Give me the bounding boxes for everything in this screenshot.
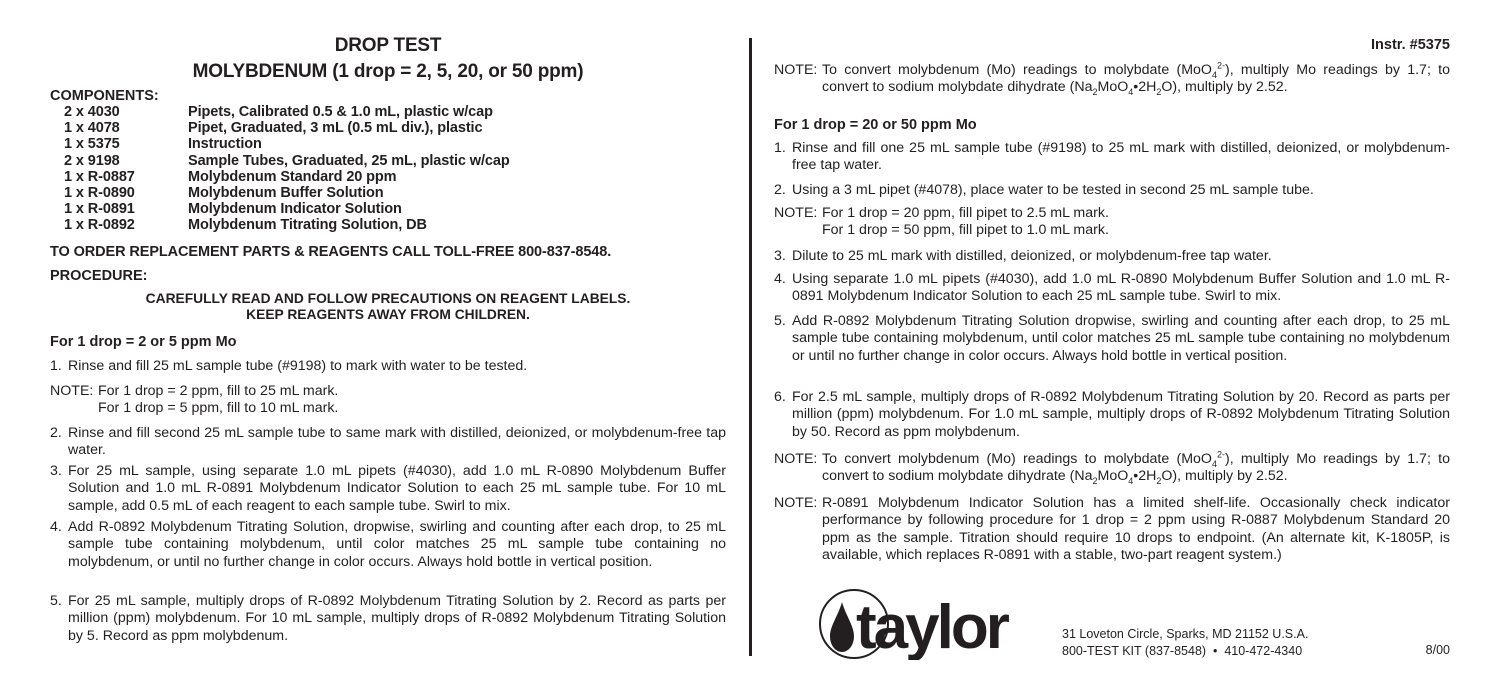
component-desc: Pipet, Graduated, 3 mL (0.5 mL div.), plastic: [188, 120, 483, 137]
component-item: [64, 217, 510, 233]
note-line-1: For 1 drop = 20 ppm, fill pipet to 2.5 mL mark.: [822, 205, 1109, 221]
step-text: Rinse and fill second 25 mL sample tube to same mark with distilled, deionized, or molybdenum-free tap water.: [68, 425, 726, 459]
component-qty: 1 x R-0887: [64, 168, 135, 185]
high-range-heading: For 1 drop = 20 or 50 ppm Mo: [774, 117, 977, 133]
step-text: Add R-0892 Molybdenum Titrating Solution, dropwise, swirling and counting after each drop, to 25 mL sample tube containing molybdenum, until color matches 25 mL sample tube containing no molybdenum, or until no further change in color occurs. Always hold bottle in vertical position.: [68, 519, 726, 570]
high-note-1: [774, 205, 1450, 240]
component-desc: Pipets, Calibrated 0.5 & 1.0 mL, plastic w/cap: [188, 104, 493, 120]
high-step-2: [774, 182, 1450, 199]
component-item: [64, 153, 510, 169]
document-subtitle: MOLYBDENUM (1 drop = 2, 5, 20, or 50 ppm): [192, 61, 584, 82]
component-desc: Molybdenum Standard 20 ppm: [188, 168, 397, 185]
step-number: 4.: [50, 519, 62, 535]
high-step-4: [774, 271, 1450, 306]
note-line-2: For 1 drop = 50 ppm, fill pipet to 1.0 mL mark.: [822, 222, 1109, 239]
component-desc: Sample Tubes, Graduated, 25 mL, plastic w/cap: [188, 152, 510, 169]
step-text: For 2.5 mL sample, multiply drops of R-0892 Molybdenum Titrating Solution by 20. Record as parts per million (ppm) molybdenum. For 1.0 mL sample, multiply drops of R-0892 Molybdenum Titrating Solution by 50. Record as ppm molybdenum.: [792, 389, 1450, 440]
note-text: R-0891 Molybdenum Indicator Solution has a limited shelf-life. Occasionally check indicator performance by following procedure for 1 drop = 2 ppm using R-0887 Molybdenum Standard 20 ppm as the sample. Titration should require 10 drops to endpoint. (An alternate kit, K-1805P, is available, which replaces R-0891 with a stable, two-part reagent system.): [822, 495, 1450, 563]
step-text: For 25 mL sample, multiply drops of R-0892 Molybdenum Titrating Solution by 2. Record as parts per million (ppm) molybdenum. For 10 mL sample, multiply drops of R-0892 Molybdenum Titrating Solution by 5. Record as ppm molybdenum.: [68, 593, 726, 644]
high-step-1: [774, 140, 1450, 175]
step-text: Add R-0892 Molybdenum Titrating Solution dropwise, swirling and counting after each drop, to 25 mL sample tube containing molybdenum, until color matches 25 mL sample tube containing no molybdenum or until no further change in color occurs. Always hold bottle in vertical position.: [792, 313, 1450, 364]
document-title: DROP TEST: [334, 35, 442, 56]
address-line-1: 31 Loveton Circle, Sparks, MD 21152 U.S.A.: [1062, 627, 1309, 641]
step-number: 4.: [774, 271, 786, 287]
conversion-note-bottom: [774, 451, 1450, 486]
low-range-heading: For 1 drop = 2 or 5 ppm Mo: [50, 334, 237, 350]
component-item: [64, 120, 510, 136]
note-text: To convert molybdenum (Mo) readings to molybdate (MoO$_4^{2-}$), multiply Mo readings by 1.7; to convert to sodium molybdate dihydrate $(Na_2MoO_4•2H_2O)$, multiply by 2.52.: [822, 60, 1450, 98]
component-qty: 1 x R-0890: [64, 185, 135, 202]
step-text: Using separate 1.0 mL pipets (#4030), add 1.0 mL R-0890 Molybdenum Buffer Solution and 1.0 mL R-0891 Molybdenum Indicator Solution to each 25 mL sample tube. Swirl to mix.: [792, 271, 1450, 305]
component-item: [64, 136, 510, 152]
note-label: NOTE:: [50, 383, 94, 399]
step-text: For 25 mL sample, using separate 1.0 mL pipets (#4030), add 1.0 mL R-0890 Molybdenum Buffer Solution and 1.0 mL R-0891 Molybdenum Indicator Solution to each 25 mL sample tube. For 10 mL sample, add 0.5 mL of each reagent to each sample tube. Swirl to mix.: [68, 463, 726, 514]
step-text: Using a 3 mL pipet (#4078), place water to be tested in second 25 mL sample tube.: [792, 182, 1314, 198]
step-number: 1.: [774, 140, 786, 156]
component-desc: Instruction: [188, 136, 262, 153]
component-qty: 1 x R-0891: [64, 201, 135, 218]
step-number: 3.: [50, 463, 62, 479]
warning-line-2: KEEP REAGENTS AWAY FROM CHILDREN.: [246, 307, 530, 322]
procedure-heading: PROCEDURE:: [50, 268, 148, 284]
shelf-life-note: [774, 495, 1450, 564]
low-note-1: [50, 383, 726, 418]
high-step-3: [774, 248, 1450, 265]
component-qty: 2 x 9198: [64, 152, 120, 169]
component-qty: 1 x R-0892: [64, 217, 135, 234]
components-list: [64, 104, 510, 234]
component-qty: 1 x 5375: [64, 136, 120, 153]
warning-line-1: CAREFULLY READ AND FOLLOW PRECAUTIONS ON REAGENT LABELS.: [145, 291, 631, 306]
safety-warning: [50, 291, 726, 323]
component-desc: Molybdenum Titrating Solution, DB: [188, 217, 427, 234]
conversion-note-top: [774, 62, 1450, 97]
revision-date: 8/00: [1425, 643, 1450, 657]
components-heading: COMPONENTS:: [50, 88, 159, 104]
high-step-5: [774, 313, 1450, 365]
column-divider: [749, 38, 752, 656]
step-number: 3.: [774, 248, 786, 264]
company-address: [1062, 626, 1308, 660]
component-desc: Molybdenum Buffer Solution: [188, 185, 384, 202]
step-number: 1.: [50, 358, 62, 374]
component-qty: 2 x 4030: [64, 104, 120, 120]
note-label: NOTE:: [774, 495, 818, 511]
high-step-6: [774, 389, 1450, 441]
note-line-2: For 1 drop = 5 ppm, fill to 10 mL mark.: [98, 400, 339, 417]
step-text: Dilute to 25 mL mark with distilled, deionized, or molybdenum-free tap water.: [792, 248, 1272, 264]
step-text: Rinse and fill one 25 mL sample tube (#9198) to 25 mL mark with distilled, deionized, or molybdenum-free tap water.: [792, 140, 1450, 174]
low-step-5: [50, 593, 726, 645]
low-step-3: [50, 463, 726, 515]
instruction-number: Instr. #5375: [1371, 37, 1450, 53]
component-item: [64, 169, 510, 185]
address-line-2: 800-TEST KIT (837-8548) • 410-472-4340: [1062, 644, 1303, 658]
step-text: Rinse and fill 25 mL sample tube (#9198) to mark with water to be tested.: [68, 358, 528, 374]
component-item: [64, 185, 510, 201]
water-drop-icon: [830, 602, 854, 652]
step-number: 5.: [50, 593, 62, 609]
component-item: [64, 201, 510, 217]
low-step-4: [50, 519, 726, 571]
step-number: 2.: [774, 182, 786, 198]
note-label: NOTE:: [774, 62, 818, 78]
svg-text:taylor: taylor: [856, 593, 1007, 660]
low-step-2: [50, 425, 726, 460]
component-desc: Molybdenum Indicator Solution: [188, 201, 402, 218]
order-line: TO ORDER REPLACEMENT PARTS & REAGENTS CALL TOLL-FREE 800-837-8548.: [50, 244, 612, 260]
component-qty: 1 x 4078: [64, 120, 120, 137]
low-step-1: [50, 358, 726, 375]
note-line-1: For 1 drop = 2 ppm, fill to 25 mL mark.: [98, 383, 339, 399]
component-item: [64, 104, 510, 120]
step-number: 6.: [774, 389, 786, 405]
note-text: To convert molybdenum (Mo) readings to molybdate (MoO$_4^{2-}$), multiply Mo readings by 1.7; to convert to sodium molybdate dihydrate $(Na_2MoO_4•2H_2O)$, multiply by 2.52.: [822, 449, 1450, 487]
taylor-logo: [818, 588, 1038, 660]
note-label: NOTE:: [774, 451, 818, 467]
step-number: 5.: [774, 313, 786, 329]
step-number: 2.: [50, 425, 62, 441]
note-label: NOTE:: [774, 205, 818, 221]
